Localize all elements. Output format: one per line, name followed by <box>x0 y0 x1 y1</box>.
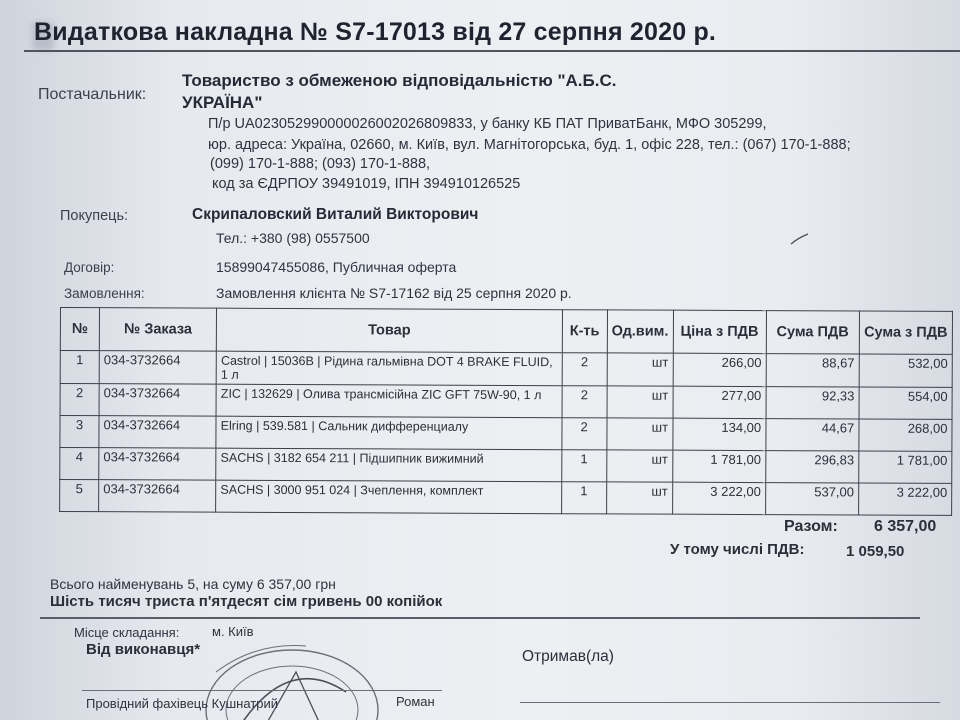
supplier-codes: код за ЄДРПОУ 39491019, ІПН 394910126525 <box>212 176 521 192</box>
table-row <box>60 480 952 516</box>
col-header-order: № Заказа <box>99 308 216 352</box>
cell-sum: 3 222,00 <box>858 483 951 515</box>
cell-price: 134,00 <box>672 418 765 450</box>
place-value: м. Київ <box>212 624 254 639</box>
order-value: Замовлення клієнта № S7-17162 від 25 серпня 2020 р. <box>216 285 572 301</box>
cell-order: 034-3732664 <box>99 351 216 385</box>
cell-vat: 537,00 <box>765 483 858 515</box>
col-header-n: № <box>60 308 99 351</box>
col-header-qty: К-ть <box>562 310 607 353</box>
contract-value: 15899047455086, Публичная оферта <box>216 259 457 275</box>
table-row <box>60 416 952 452</box>
supplier-account: П/р UA023052990000026002026809833, у банку КБ ПАТ ПриватБанк, МФО 305299, <box>208 116 767 132</box>
cell-n: 1 <box>60 351 99 384</box>
col-header-vat: Сума ПДВ <box>766 311 859 354</box>
supplier-label: Постачальник: <box>38 86 147 103</box>
cell-unit: шт <box>606 482 672 514</box>
table-header-row <box>60 308 952 355</box>
table-row <box>60 384 952 420</box>
cell-vat: 92,33 <box>766 387 859 419</box>
col-header-goods: Товар <box>217 308 563 353</box>
cell-unit: шт <box>606 450 672 482</box>
total-label: Разом: <box>784 518 838 535</box>
executor-position: Провідний фахівець Кушнатрий <box>86 696 278 711</box>
cell-sum: 1 781,00 <box>859 451 952 483</box>
cell-vat: 296,83 <box>765 451 858 483</box>
cell-goods: SACHS | 3182 654 211 | Підшипник вижимний <box>216 448 562 482</box>
cell-qty: 1 <box>561 450 606 482</box>
pen-mark <box>790 232 810 246</box>
vat-total-value: 1 059,50 <box>846 543 905 560</box>
col-header-sum: Сума з ПДВ <box>859 311 952 354</box>
place-label: Місце складання: <box>74 625 180 640</box>
cell-order: 034-3732664 <box>99 480 216 513</box>
cell-sum: 268,00 <box>859 419 952 451</box>
buyer-name: Скрипаловский Виталий Викторович <box>192 206 479 223</box>
amount-underline <box>40 617 920 619</box>
document-title: Видаткова накладна № S7-17013 від 27 серпня 2020 р. <box>34 18 717 46</box>
executor-signature-line <box>82 690 442 691</box>
cell-qty: 2 <box>562 353 607 386</box>
cell-goods: Elring | 539.581 | Сальник дифференциалу <box>216 416 562 450</box>
cell-goods: Castrol | 15036B | Рідина гальмівна DOT 4 BRAKE FLUID, 1 л <box>216 351 562 386</box>
cell-order: 034-3732664 <box>99 448 216 481</box>
receiver-signature-line <box>520 702 940 703</box>
cell-qty: 2 <box>562 418 607 450</box>
cell-unit: шт <box>607 386 673 418</box>
cell-qty: 1 <box>561 482 606 514</box>
table-row <box>60 351 952 388</box>
supplier-name: Товариство з обмеженою відповідальністю "А.Б.С. УКРАЇНА" <box>182 71 617 112</box>
buyer-label: Покупець: <box>60 208 129 224</box>
cell-vat: 44,67 <box>766 419 859 451</box>
items-count-line: Всього найменувань 5, на суму 6 357,00 грн <box>50 576 336 592</box>
supplier-address: юр. адреса: Україна, 02660, м. Київ, вул. Магнітогорська, буд. 1, офіс 228, тел.: (067) 170-1-888; <box>208 137 851 153</box>
cell-goods: SACHS | 3000 951 024 | Зчеплення, комплект <box>216 480 562 514</box>
cell-n: 5 <box>60 480 99 512</box>
cell-price: 1 781,00 <box>672 450 765 482</box>
goods-table <box>59 307 953 516</box>
vat-total-label: У тому числі ПДВ: <box>670 541 805 558</box>
executor-name: Роман <box>396 694 435 709</box>
cell-unit: шт <box>607 418 673 450</box>
cell-n: 2 <box>60 384 99 416</box>
order-label: Замовлення: <box>64 286 145 301</box>
cell-vat: 88,67 <box>766 354 859 387</box>
cell-n: 4 <box>60 448 99 480</box>
cell-price: 3 222,00 <box>672 482 765 514</box>
amount-in-words: Шість тисяч триста п'ятдесят сім гривень 00 копійок <box>50 593 443 610</box>
supplier-phones: (099) 170-1-888; (093) 170-1-888, <box>210 156 431 172</box>
col-header-unit: Од.вим. <box>607 310 673 353</box>
cell-price: 277,00 <box>673 386 766 418</box>
contract-label: Договір: <box>64 260 115 275</box>
buyer-phone: Тел.: +380 (98) 0557500 <box>216 230 370 246</box>
cell-n: 3 <box>60 416 99 448</box>
cell-goods: ZIC | 132629 | Олива трансмісійна ZIC GFT 75W-90, 1 л <box>216 384 562 418</box>
cell-order: 034-3732664 <box>99 416 216 449</box>
total-value: 6 357,00 <box>874 518 937 535</box>
cell-unit: шт <box>607 353 673 386</box>
cell-sum: 554,00 <box>859 387 952 419</box>
cell-sum: 532,00 <box>859 354 952 387</box>
table-row <box>60 448 952 484</box>
cell-qty: 2 <box>562 386 607 418</box>
title-underline <box>24 50 960 52</box>
cell-price: 266,00 <box>673 353 766 386</box>
receiver-label: Отримав(ла) <box>522 648 614 665</box>
cell-order: 034-3732664 <box>99 384 216 417</box>
executor-label: Від виконавця* <box>86 641 201 658</box>
col-header-price: Ціна з ПДВ <box>673 310 766 353</box>
